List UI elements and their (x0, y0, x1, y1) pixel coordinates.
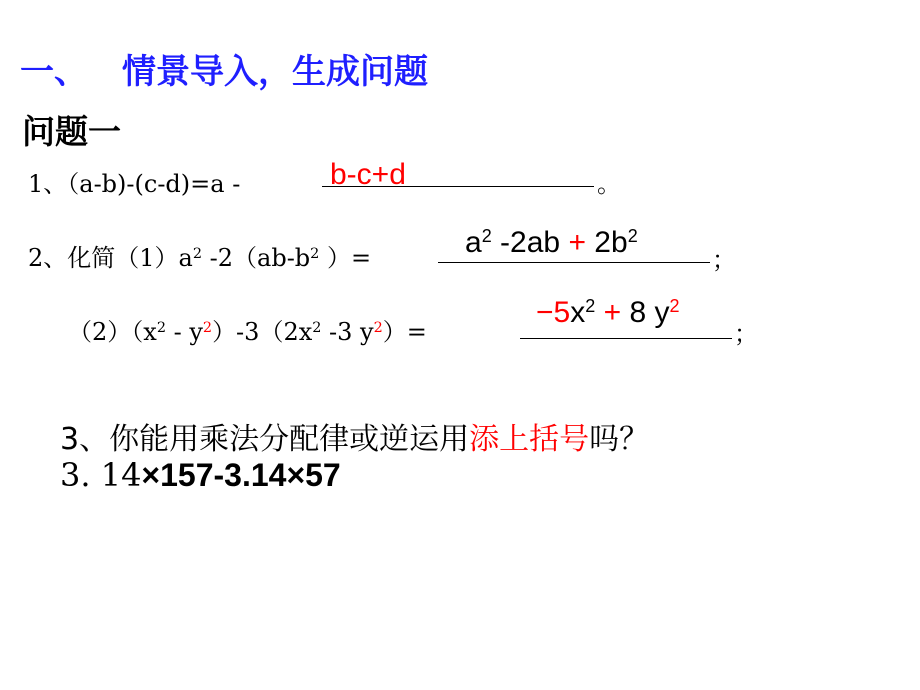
question-2b-answer: $-5x^2 + 8$ $y^2$ (536, 296, 680, 329)
question-3-expression: 3. 14×157-3.14×57 (60, 456, 341, 494)
question-1-text: 1、（a-b)-(c-d)=a - (28, 170, 241, 198)
question-3-highlight: 添上括号 (469, 422, 590, 457)
question-1-end: 。 (597, 170, 621, 198)
question-1-answer: b-c+d (330, 158, 406, 191)
question-2b-text: $(2)(x^2 - y^2)-3(2x^2$ -3 $y^2)=$ (68, 318, 427, 346)
question-2-answer: $a^2$ $-2ab + 2b^2$ (465, 226, 638, 259)
question-heading: 问题一 (22, 112, 121, 151)
question-2b-end: ； (734, 320, 758, 348)
section-number: 一、 (20, 52, 88, 92)
question-3-text: 3、你能用乘法分配律或逆运用添上括号吗？ (60, 422, 650, 457)
section-title (20, 44, 428, 93)
question-2b-blank (520, 338, 732, 339)
question-2-blank (438, 262, 710, 263)
question-2-text: 2、化简$(1)a^2$ $-2(ab-b^2$ ）= (28, 244, 372, 272)
section-title-text: 情景导入，生成问题 (122, 52, 428, 92)
question-2-end: ； (712, 246, 736, 274)
plus-sign: + (568, 226, 586, 259)
